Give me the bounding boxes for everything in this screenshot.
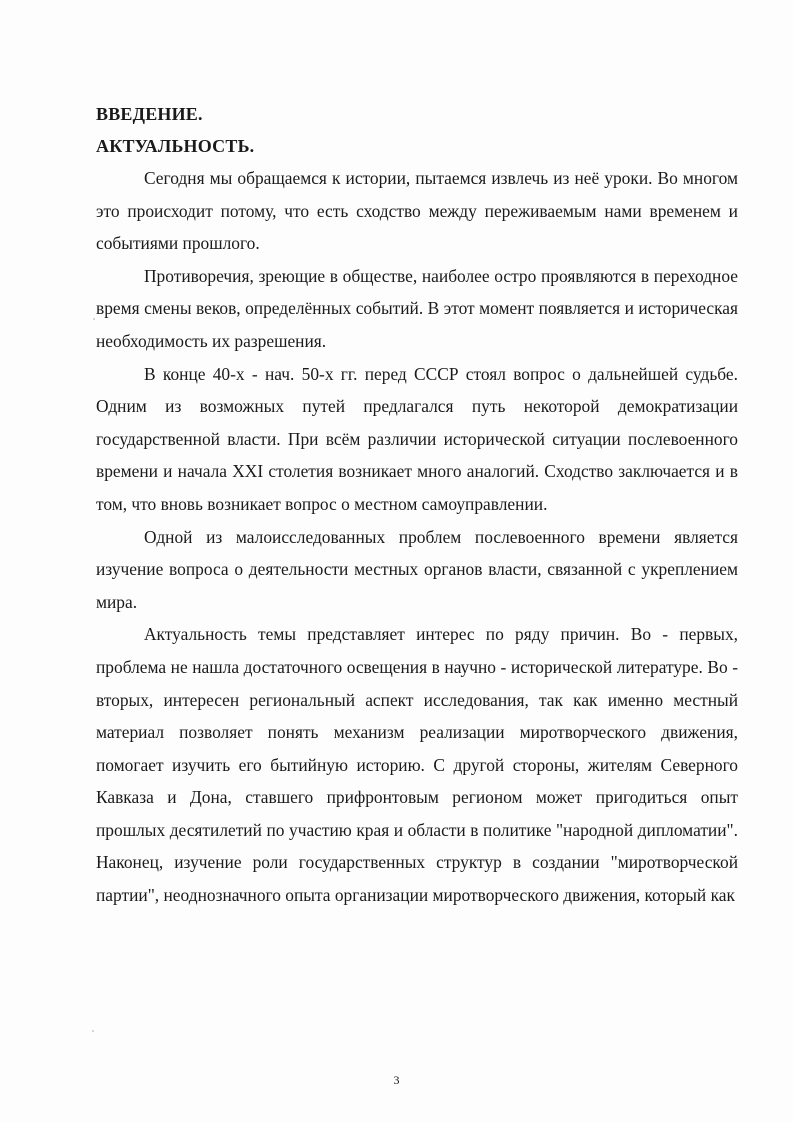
document-body [96,98,738,912]
paragraph-1: Сегодня мы обращаемся к истории, пытаемся извлечь из неё уроки. Во многом это происходит потому, что есть сходство между переживаемым нами временем и событиями прошлого. [96,168,738,254]
paragraph-4: Одной из малоисследованных проблем послевоенного времени является изучение вопроса о деятельности местных органов власти, связанной с укреплением мира. [96,526,738,612]
heading-introduction: ВВЕДЕНИЕ. [96,104,203,124]
scan-speck [92,1030,94,1032]
paragraph-2: Противоречия, зреющие в обществе, наиболее остро проявляются в переходное время смены веков, определённых событий. В этот момент появляется и историческая необходимость их разрешения. [96,265,738,351]
heading-relevance: АКТУАЛЬНОСТЬ. [96,136,255,156]
page-number: 3 [393,1073,400,1087]
paragraph-5: Актуальность темы представляет интерес по ряду причин. Во - первых, проблема не нашла достаточного освещения в научно - исторической литературе. Во - вторых, интересен региональный аспект исследования, так как именно местный материал позволяет понять механизм реализации миротворческого движения, помогает изучить его бытийную историю. С другой стороны, жителям Северного Кавказа и Дона, ставшего прифронтовым регионом может пригодиться опыт прошлых десятилетий по участию края и области в политике "народной дипломатии". Наконец, изучение роли государственных структур в создании "миротворческой партии", неоднозначного опыта организации миротворческого движения, который как [96,624,738,906]
scan-speck [93,318,95,320]
paragraph-3: В конце 40-х - нач. 50-х гг. перед СССР стоял вопрос о дальнейшей судьбе. Одним из возможных путей предлагался путь некоторой демократизации государственной власти. При всём различии исторической ситуации послевоенного времени и начала XXI столетия возникает много аналогий. Сходство заключается и в том, что вновь возникает вопрос о местном самоуправлении. [96,363,738,514]
